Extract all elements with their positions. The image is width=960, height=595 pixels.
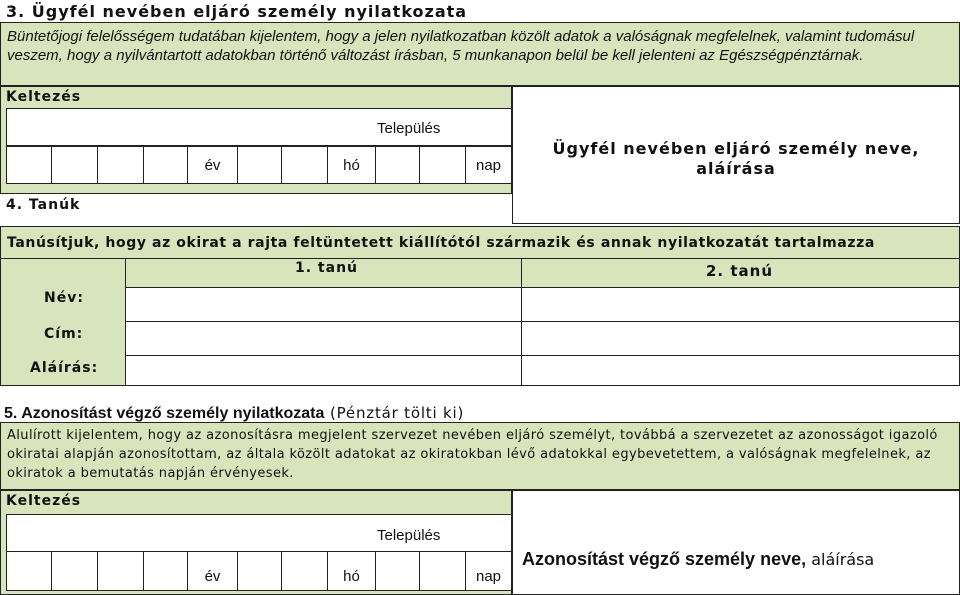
ho-label: hó [327,147,375,183]
section5-title-suffix: (Pénztár tölti ki) [324,404,465,422]
section3-statement: Büntetőjogi felelősségem tudatában kijelentem, hogy a jelen nyilatkozatban közölt adatok a valóságnak megfelelnek, valamint tudomásul veszem, hogy a nyilvántartott adatokban történő változást írásban, 5 munkanapon belül be kell jelenteni az Egészségpénztárnak. [0,22,960,86]
witness-row-signature: Aláírás: [30,360,99,376]
day-digit-box[interactable] [375,147,419,183]
year-digit-box[interactable] [51,147,97,183]
month-digit-box[interactable] [237,552,281,590]
signature-label-normal: aláírása [806,550,875,569]
section3-keltezes-label: Keltezés [6,89,82,105]
ev-label: év [187,147,237,183]
section5-signature-label [522,549,874,570]
section5-date-boxes [6,551,512,591]
witness-row-address: Cím: [44,326,84,342]
section5-title-prefix: 5. [4,405,22,422]
day-digit-box[interactable] [375,552,419,590]
day-digit-box[interactable] [419,552,465,590]
signature-label-bold: Azonosítást végző személy neve, [522,549,807,569]
ho-label: hó [327,552,375,590]
witness2-label: 2. tanú [706,262,774,280]
nap-label: nap [465,552,511,590]
witness-row-name: Név: [44,290,84,306]
year-digit-box[interactable] [97,147,143,183]
witness2-address-field[interactable] [521,321,960,356]
section4-statement: Tanúsítjuk, hogy az okirat a rajta feltüntetett kiállítótól származik és annak nyilatkozatát tartalmazza [0,226,960,260]
section5-keltezes-label: Keltezés [6,493,82,509]
section3-date-boxes [6,146,512,184]
witness1-name-field[interactable] [125,287,522,322]
witness1-label: 1. tanú [295,260,359,276]
section5-title [4,403,464,423]
section3-telepules-label: Település [377,120,441,137]
month-digit-box[interactable] [237,147,281,183]
witness1-address-field[interactable] [125,321,522,356]
section5-signature-box[interactable] [512,490,960,595]
year-digit-box[interactable] [97,552,143,590]
ev-label: év [187,552,237,590]
nap-label: nap [465,147,511,183]
month-digit-box[interactable] [281,552,327,590]
year-digit-box[interactable] [143,147,187,183]
year-digit-box[interactable] [51,552,97,590]
section3-signature-label: Ügyfél nevében eljáró személy neve, aláírása [512,86,960,224]
witness2-signature-field[interactable] [521,355,960,386]
section5-statement: Alulírott kijelentem, hogy az azonosításra megjelent szervezet nevében eljáró személyt, továbbá a szervezetet az azonosságot igazoló okiratai alapján azonosítottam, az általa közölt adatokat az okiratokban lévő adatokkal egybevetettem, a valóságnak megfelelnek, az okiratok a bemutatás napján érvényesek. [0,422,960,490]
year-digit-box[interactable] [7,552,51,590]
section4-title: 4. Tanúk [6,197,81,213]
witness2-name-field[interactable] [521,287,960,322]
witness1-signature-field[interactable] [125,355,522,386]
year-digit-box[interactable] [143,552,187,590]
section3-title: 3. Ügyfél nevében eljáró személy nyilatkozata [6,2,468,21]
day-digit-box[interactable] [419,147,465,183]
section5-title-main: Azonosítást végző személy nyilatkozata [21,405,325,422]
year-digit-box[interactable] [7,147,51,183]
month-digit-box[interactable] [281,147,327,183]
section5-telepules-label: Település [377,527,441,544]
